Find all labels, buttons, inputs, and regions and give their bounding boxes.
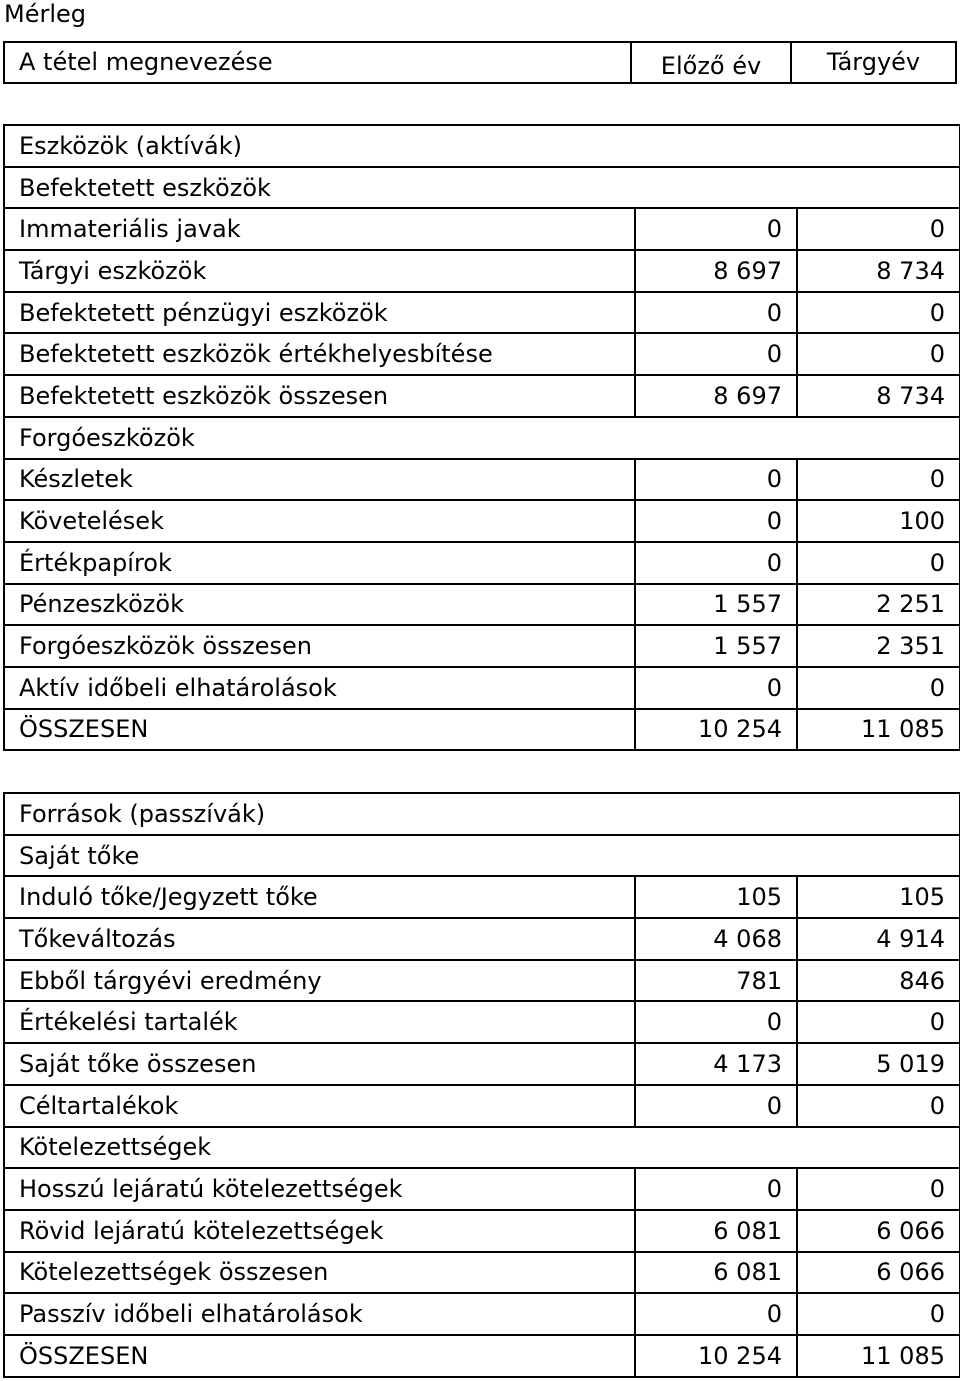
previous-year-value: 0 bbox=[634, 543, 796, 583]
section-heading-row bbox=[5, 418, 959, 460]
table-row bbox=[5, 376, 959, 418]
previous-year-value: 0 bbox=[634, 1294, 796, 1334]
section-heading-row bbox=[5, 126, 959, 168]
current-year-value: 11 085 bbox=[796, 1336, 959, 1376]
row-label: Tőkeváltozás bbox=[19, 924, 176, 953]
table-row bbox=[5, 626, 959, 668]
table-row bbox=[5, 585, 959, 627]
current-year-value: 4 914 bbox=[796, 919, 959, 959]
previous-year-value: 6 081 bbox=[634, 1253, 796, 1293]
table-header bbox=[3, 41, 957, 84]
current-year-value: 8 734 bbox=[796, 376, 959, 416]
table-row bbox=[5, 460, 959, 502]
row-label: Saját tőke bbox=[19, 841, 140, 870]
table-row bbox=[5, 961, 959, 1003]
current-year-value: 0 bbox=[796, 1294, 959, 1334]
current-year-value: 6 066 bbox=[796, 1211, 959, 1251]
row-label: Források (passzívák) bbox=[19, 799, 266, 828]
row-label: Kötelezettségek összesen bbox=[19, 1258, 329, 1287]
previous-year-value: 105 bbox=[634, 877, 796, 917]
row-label: Ebből tárgyévi eredmény bbox=[19, 966, 322, 995]
previous-year-value: 0 bbox=[634, 1169, 796, 1209]
current-year-value: 0 bbox=[796, 1086, 959, 1126]
section-heading-row bbox=[5, 1128, 959, 1170]
row-label: Befektetett eszközök értékhelyesbítése bbox=[19, 340, 493, 369]
row-label: Befektetett eszközök bbox=[19, 173, 271, 202]
section-heading-row bbox=[5, 836, 959, 878]
current-year-value: 0 bbox=[796, 1169, 959, 1209]
row-label: Értékelési tartalék bbox=[19, 1008, 238, 1037]
row-label: Aktív időbeli elhatárolások bbox=[19, 673, 337, 702]
table-row bbox=[5, 1253, 959, 1295]
row-label: Eszközök (aktívák) bbox=[19, 131, 243, 160]
page-title: Mérleg bbox=[4, 0, 87, 28]
current-year-value: 846 bbox=[796, 961, 959, 1001]
current-year-value: 0 bbox=[796, 460, 959, 500]
current-year-value: 0 bbox=[796, 209, 959, 249]
current-year-value: 0 bbox=[796, 543, 959, 583]
table-row bbox=[5, 1086, 959, 1128]
previous-year-value: 0 bbox=[634, 1002, 796, 1042]
previous-year-value: 8 697 bbox=[634, 376, 796, 416]
previous-year-value: 0 bbox=[634, 460, 796, 500]
table-row bbox=[5, 1002, 959, 1044]
table-row bbox=[5, 1294, 959, 1336]
current-year-value: 2 351 bbox=[796, 626, 959, 666]
row-label: Értékpapírok bbox=[19, 548, 172, 577]
table-row bbox=[5, 543, 959, 585]
previous-year-value: 10 254 bbox=[634, 1336, 796, 1376]
row-label: Céltartalékok bbox=[19, 1091, 179, 1120]
current-year-value: 0 bbox=[796, 293, 959, 333]
previous-year-value: 10 254 bbox=[634, 710, 796, 750]
previous-year-value: 8 697 bbox=[634, 251, 796, 291]
row-label: Immateriális javak bbox=[19, 215, 241, 244]
liabilities-section bbox=[3, 792, 960, 1378]
row-label: Induló tőke/Jegyzett tőke bbox=[19, 883, 318, 912]
table-row bbox=[5, 668, 959, 710]
table-row bbox=[5, 209, 959, 251]
header-item-name: A tétel megnevezése bbox=[5, 43, 632, 82]
row-label: Befektetett pénzügyi eszközök bbox=[19, 298, 388, 327]
current-year-value: 100 bbox=[796, 501, 959, 541]
previous-year-value: 0 bbox=[634, 668, 796, 708]
header-current-year: Tárgyév bbox=[826, 48, 921, 76]
previous-year-value: 0 bbox=[634, 501, 796, 541]
current-year-value: 11 085 bbox=[796, 710, 959, 750]
row-label: ÖSSZESEN bbox=[19, 715, 149, 744]
table-row bbox=[5, 710, 959, 752]
section-heading-row bbox=[5, 794, 959, 836]
row-label: Rövid lejáratú kötelezettségek bbox=[19, 1216, 384, 1245]
previous-year-value: 4 068 bbox=[634, 919, 796, 959]
previous-year-value: 0 bbox=[634, 209, 796, 249]
row-label: Hosszú lejáratú kötelezettségek bbox=[19, 1175, 403, 1204]
previous-year-value: 0 bbox=[634, 1086, 796, 1126]
row-label: Saját tőke összesen bbox=[19, 1049, 257, 1078]
row-label: Forgóeszközök bbox=[19, 423, 195, 452]
previous-year-value: 4 173 bbox=[634, 1044, 796, 1084]
row-label: Befektetett eszközök összesen bbox=[19, 381, 389, 410]
table-row bbox=[5, 1211, 959, 1253]
row-label: Készletek bbox=[19, 465, 133, 494]
table-row bbox=[5, 1044, 959, 1086]
previous-year-value: 0 bbox=[634, 334, 796, 374]
row-label: Pénzeszközök bbox=[19, 590, 184, 619]
previous-year-value: 781 bbox=[634, 961, 796, 1001]
current-year-value: 105 bbox=[796, 877, 959, 917]
current-year-value: 0 bbox=[796, 1002, 959, 1042]
current-year-value: 6 066 bbox=[796, 1253, 959, 1293]
previous-year-value: 1 557 bbox=[634, 626, 796, 666]
row-label: Forgóeszközök összesen bbox=[19, 632, 312, 661]
table-row bbox=[5, 293, 959, 335]
table-row bbox=[5, 501, 959, 543]
current-year-value: 2 251 bbox=[796, 585, 959, 625]
row-label: Passzív időbeli elhatárolások bbox=[19, 1300, 363, 1329]
row-label: Kötelezettségek bbox=[19, 1133, 212, 1162]
table-row bbox=[5, 251, 959, 293]
table-row bbox=[5, 1169, 959, 1211]
previous-year-value: 6 081 bbox=[634, 1211, 796, 1251]
row-label: Tárgyi eszközök bbox=[19, 256, 207, 285]
assets-section bbox=[3, 124, 960, 751]
table-row bbox=[5, 1336, 959, 1378]
header-previous-year: Előző év bbox=[632, 43, 792, 82]
row-label: ÖSSZESEN bbox=[19, 1341, 149, 1370]
current-year-value: 0 bbox=[796, 334, 959, 374]
previous-year-value: 1 557 bbox=[634, 585, 796, 625]
current-year-value: 8 734 bbox=[796, 251, 959, 291]
current-year-value: 0 bbox=[796, 668, 959, 708]
table-row bbox=[5, 334, 959, 376]
section-heading-row bbox=[5, 168, 959, 210]
table-row bbox=[5, 877, 959, 919]
table-row bbox=[5, 919, 959, 961]
previous-year-value: 0 bbox=[634, 293, 796, 333]
row-label: Követelések bbox=[19, 507, 164, 536]
current-year-value: 5 019 bbox=[796, 1044, 959, 1084]
